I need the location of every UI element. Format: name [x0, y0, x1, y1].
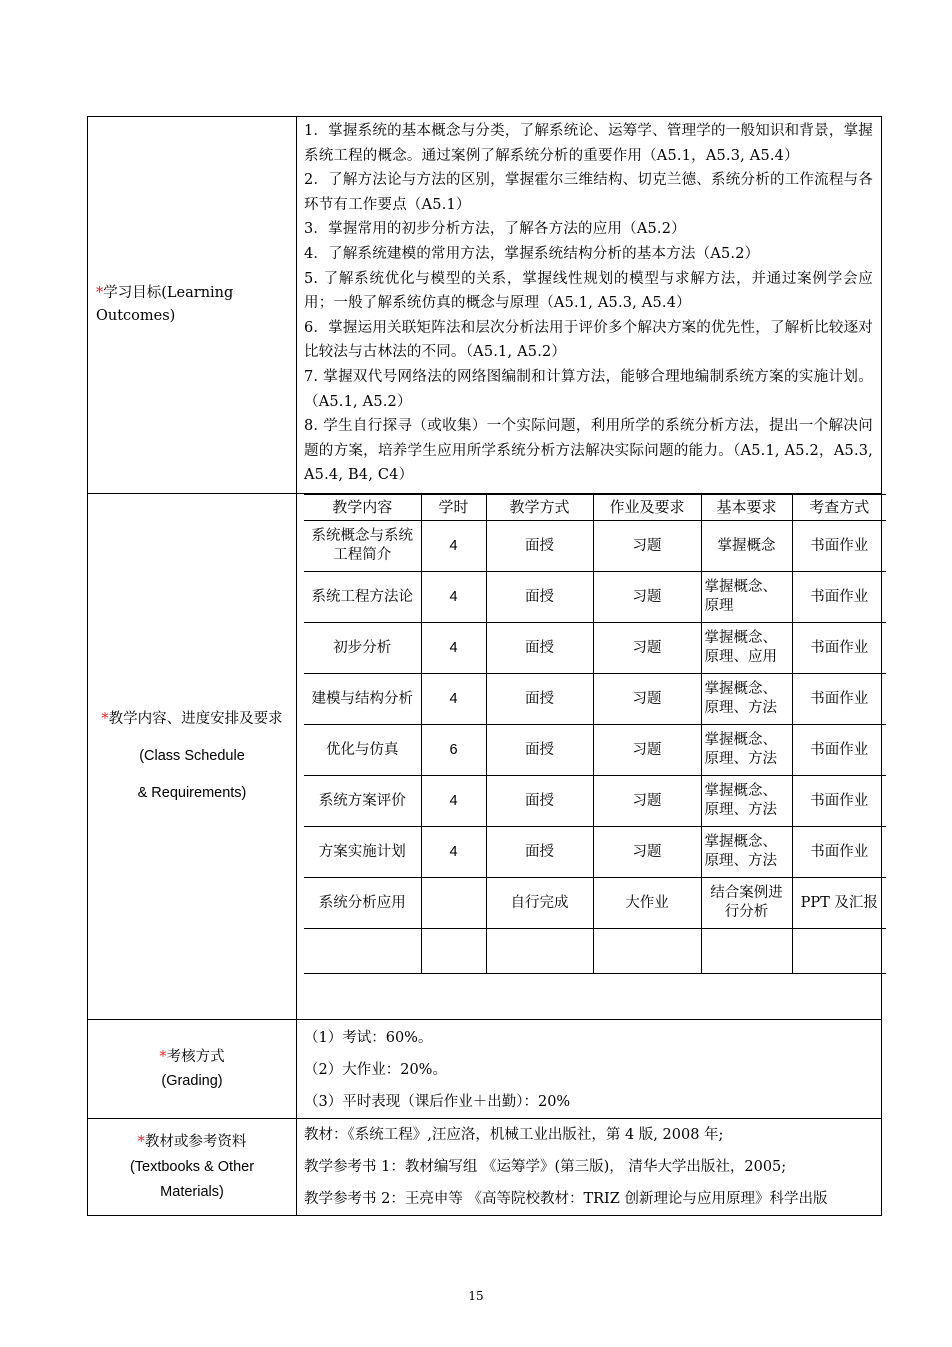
- homework-cell: 大作业: [593, 878, 701, 929]
- schedule-label-en-1: (Class Schedule: [139, 748, 245, 764]
- topic-cell: 建模与结构分析: [304, 674, 421, 725]
- materials-label-en-1: (Textbooks & Other: [129, 1158, 255, 1175]
- materials-label-en-2: Materials): [160, 1183, 224, 1200]
- assessment-cell: 书面作业: [792, 827, 886, 878]
- grading-label: [88, 1020, 297, 1119]
- grading-item: （3）平时表现（课后作业＋出勤）：20%: [304, 1094, 571, 1110]
- schedule-row-item: [304, 725, 886, 776]
- materials-content: [297, 1119, 882, 1216]
- hours-cell: [421, 878, 486, 929]
- schedule-row-item: [304, 623, 886, 674]
- course-table: [87, 116, 882, 1216]
- hours-cell: 4: [421, 776, 486, 827]
- assessment-cell: 书面作业: [792, 623, 886, 674]
- method-cell: 面授: [486, 776, 593, 827]
- grading-label-cn: 考核方式: [166, 1049, 225, 1065]
- hours-cell: 4: [421, 827, 486, 878]
- assessment-cell: PPT 及汇报: [792, 878, 886, 929]
- method-cell: 面授: [486, 623, 593, 674]
- assessment-cell: 书面作业: [792, 572, 886, 623]
- empty-cell: [593, 929, 701, 974]
- method-cell: 面授: [486, 827, 593, 878]
- required-star: *: [96, 285, 104, 301]
- topic-cell: 系统概念与系统工程简介: [304, 521, 421, 572]
- outcome-item: 5. 了解系统优化与模型的关系，掌握线性规划的模型与求解方法，并通过案例学会应用；一般了解系统仿真的概念与原理（A5.1, A5.3, A5.4）: [304, 270, 873, 312]
- requirement-cell: 掌握概念、原理、方法: [701, 776, 792, 827]
- topic-cell: 方案实施计划: [304, 827, 421, 878]
- materials-label: [88, 1119, 297, 1216]
- grading-item: （2）大作业：20%。: [304, 1062, 447, 1078]
- header-cell: 学时: [421, 495, 486, 521]
- learning-outcomes-row: [88, 117, 882, 494]
- header-cell: 作业及要求: [593, 495, 701, 521]
- grading-content: [297, 1020, 882, 1119]
- homework-cell: 习题: [593, 521, 701, 572]
- topic-cell: 系统分析应用: [304, 878, 421, 929]
- method-cell: 面授: [486, 674, 593, 725]
- method-cell: 自行完成: [486, 878, 593, 929]
- learning-outcomes-content: [297, 117, 882, 494]
- homework-cell: 习题: [593, 572, 701, 623]
- topic-cell: 初步分析: [304, 623, 421, 674]
- empty-cell: [304, 929, 421, 974]
- material-item: 教学参考书 1：教材编写组 《运筹学》(第三版)， 清华大学出版社，2005;: [304, 1159, 787, 1175]
- grading-row: [88, 1020, 882, 1119]
- hours-cell: 4: [421, 521, 486, 572]
- schedule-content: [297, 494, 882, 1020]
- schedule-row: [88, 494, 882, 1020]
- hours-cell: 4: [421, 623, 486, 674]
- header-cell: 考查方式: [792, 495, 886, 521]
- method-cell: 面授: [486, 725, 593, 776]
- empty-cell: [421, 929, 486, 974]
- header-cell: 教学内容: [304, 495, 421, 521]
- schedule-row-item: [304, 521, 886, 572]
- material-item: 教材：《系统工程》,汪应洛，机械工业出版社，第 4 版, 2008 年;: [304, 1127, 724, 1143]
- method-cell: 面授: [486, 521, 593, 572]
- outcome-item: 2．了解方法论与方法的区别，掌握霍尔三维结构、切克兰德、系统分析的工作流程与各环节有工作要点（A5.1）: [304, 172, 873, 213]
- homework-cell: 习题: [593, 776, 701, 827]
- assessment-cell: 书面作业: [792, 725, 886, 776]
- schedule-header-row: [304, 495, 886, 521]
- schedule-label-cn: 教学内容、进度安排及要求: [108, 711, 283, 727]
- homework-cell: 习题: [593, 674, 701, 725]
- schedule-table: [304, 494, 886, 974]
- schedule-label-en-2: & Requirements): [137, 785, 247, 801]
- topic-cell: 系统方案评价: [304, 776, 421, 827]
- outcome-item: 3．掌握常用的初步分析方法，了解各方法的应用（A5.2）: [304, 221, 686, 238]
- grading-label-en: (Grading): [161, 1073, 223, 1089]
- requirement-cell: 掌握概念、原理、方法: [701, 674, 792, 725]
- page-number: 15: [468, 1289, 484, 1303]
- requirement-cell: 结合案例进行分析: [701, 878, 792, 929]
- assessment-cell: 书面作业: [792, 674, 886, 725]
- header-cell: 基本要求: [701, 495, 792, 521]
- required-star: *: [101, 711, 109, 727]
- schedule-empty-row: [304, 929, 886, 974]
- hours-cell: 4: [421, 572, 486, 623]
- topic-cell: 优化与仿真: [304, 725, 421, 776]
- hours-cell: 4: [421, 674, 486, 725]
- schedule-row-item: [304, 878, 886, 929]
- outcome-item: 4．了解系统建模的常用方法，掌握系统结构分析的基本方法（A5.2）: [304, 245, 760, 262]
- schedule-row-item: [304, 776, 886, 827]
- assessment-cell: 书面作业: [792, 776, 886, 827]
- topic-cell: 系统工程方法论: [304, 572, 421, 623]
- empty-cell: [486, 929, 593, 974]
- material-item: 教学参考书 2：王亮申等 《高等院校教材：TRIZ 创新理论与应用原理》科学出版: [304, 1191, 828, 1207]
- requirement-cell: 掌握概念、原理、应用: [701, 623, 792, 674]
- schedule-label: [88, 494, 297, 1020]
- learning-outcomes-label-text: 学习目标(Learning Outcomes): [96, 285, 234, 324]
- header-cell: 教学方式: [486, 495, 593, 521]
- requirement-cell: 掌握概念、原理: [701, 572, 792, 623]
- homework-cell: 习题: [593, 623, 701, 674]
- grading-item: （1）考试：60%。: [304, 1030, 433, 1046]
- homework-cell: 习题: [593, 725, 701, 776]
- schedule-row-item: [304, 674, 886, 725]
- required-star: *: [137, 1133, 145, 1150]
- homework-cell: 习题: [593, 827, 701, 878]
- outcome-item: 1．掌握系统的基本概念与分类，了解系统论、运筹学、管理学的一般知识和背景，掌握系统工程的概念。通过案例了解系统分析的重要作用（A5.1，A5.3, A5.4）: [304, 123, 873, 164]
- schedule-row-item: [304, 827, 886, 878]
- method-cell: 面授: [486, 572, 593, 623]
- empty-cell: [792, 929, 886, 974]
- empty-cell: [701, 929, 792, 974]
- assessment-cell: 书面作业: [792, 521, 886, 572]
- outcome-item: 6．掌握运用关联矩阵法和层次分析法用于评价多个解决方案的优先性，了解析比较逐对比较法与古林法的不同。（A5.1, A5.2）: [304, 319, 873, 361]
- requirement-cell: 掌握概念、原理、方法: [701, 827, 792, 878]
- learning-outcomes-label: [88, 117, 297, 494]
- schedule-row-item: [304, 572, 886, 623]
- materials-label-cn: 教材或参考资料: [144, 1133, 247, 1150]
- requirement-cell: 掌握概念、原理、方法: [701, 725, 792, 776]
- required-star: *: [159, 1049, 167, 1065]
- requirement-cell: 掌握概念: [701, 521, 792, 572]
- hours-cell: 6: [421, 725, 486, 776]
- outcome-item: 8. 学生自行探寻（或收集）一个实际问题，利用所学的系统分析方法，提出一个解决问题的方案，培养学生应用所学系统分析方法解决实际问题的能力。（A5.1, A5.2，A5.3, A5.4, B4, C4）: [304, 418, 873, 484]
- materials-row: [88, 1119, 882, 1216]
- outcome-item: 7. 掌握双代号网络法的网络图编制和计算方法，能够合理地编制系统方案的实施计划。（A5.1, A5.2）: [304, 368, 873, 410]
